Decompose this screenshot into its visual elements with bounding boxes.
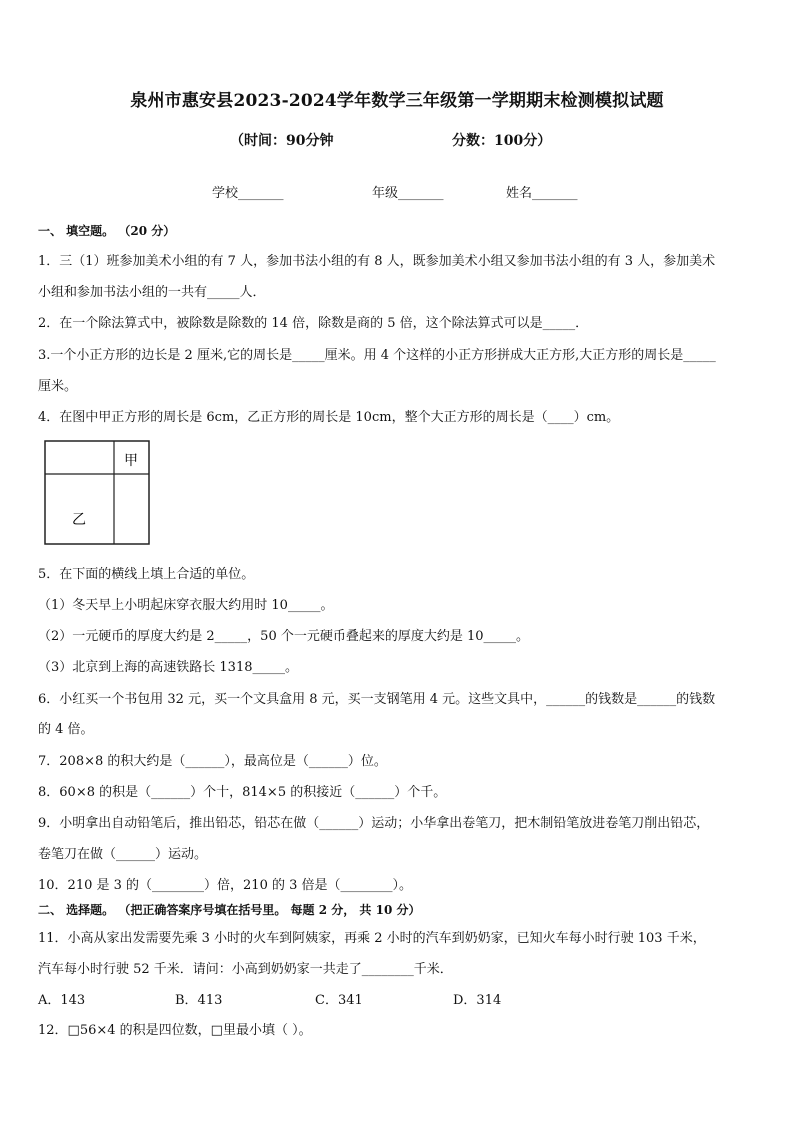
question-line: 厘米。 [38,379,78,394]
question-line: 的 4 倍。 [38,722,94,737]
question-line: 9．小明拿出自动铅笔后，推出铅芯，铅芯在做（______）运动；小华拿出卷笔刀，把木制铅笔放进卷笔刀削出铅芯， [38,816,710,831]
question-line: 汽车每小时行驶 52 千米．请问：小高到奶奶家一共走了________千米． [38,962,453,977]
option-c[interactable]: C．341 [315,993,363,1008]
question-line: （1）冬天早上小明起床穿衣服大约用时 10_____。 [38,598,334,613]
question-line: 卷笔刀在做（______）运动。 [38,847,208,862]
question-line: （2）一元硬币的厚度大约是 2_____，50 个一元硬币叠起来的厚度大约是 10_____。 [38,629,530,644]
question-line: 5．在下面的横线上填上合适的单位。 [38,567,255,582]
question-line: 2．在一个除法算式中，被除数是除数的 14 倍，除数是商的 5 倍，这个除法算式可以是_____． [38,316,589,331]
page-title: 泉州市惠安县2023-2024学年数学三年级第一学期期末检测模拟试题 [130,91,664,111]
label-jia: 甲 [124,453,138,469]
exam-score: 分数：100分） [452,133,552,149]
option-b[interactable]: B．413 [175,993,223,1008]
grade-field[interactable]: 年级_______ [372,186,444,201]
question-line: 8．60×8 的积是（______）个十，814×5 的积接近（______）个千。 [38,785,447,800]
question-line: 7．208×8 的积大约是（______），最高位是（______）位。 [38,754,387,769]
question-line: 11．小高从家出发需要先乘 3 小时的火车到阿姨家，再乘 2 小时的汽车到奶奶家，已知火车每小时行驶 103 千米， [38,931,706,946]
question-line: 3.一个小正方形的边长是 2 厘米,它的周长是_____厘米。用 4 个这样的小正方形拼成大正方形,大正方形的周长是_____ [38,348,716,363]
name-field[interactable]: 姓名_______ [506,186,578,201]
exam-time: （时间：90分钟 [230,133,334,149]
label-yi: 乙 [72,512,86,528]
question-line: 1．三（1）班参加美术小组的有 7 人，参加书法小组的有 8 人，既参加美术小组又参加书法小组的有 3 人，参加美术 [38,254,716,269]
option-a[interactable]: A．143 [38,993,86,1008]
question-line: 4．在图中甲正方形的周长是 6cm，乙正方形的周长是 10cm，整个大正方形的周长是（____）cm。 [38,410,620,425]
section-2-title: 二、 选择题。 （把正确答案序号填在括号里。 每题 2 分， 共 10 分） [38,903,421,917]
question-line: （3）北京到上海的高速铁路长 1318_____。 [38,660,298,675]
question-line: 小组和参加书法小组的一共有_____人． [38,285,266,300]
option-d[interactable]: D．314 [453,993,502,1008]
question-line: 12．□56×4 的积是四位数，□里最小填（ ）。 [38,1023,312,1038]
question-line: 6．小红买一个书包用 32 元，买一个文具盒用 8 元，买一支钢笔用 4 元。这些文具中，______的钱数是______的钱数 [38,692,716,707]
question-line: 10．210 是 3 的（________）倍，210 的 3 倍是（________）。 [38,878,413,893]
section-1-title: 一、 填空题。 （20 分） [38,224,176,238]
school-field[interactable]: 学校_______ [212,186,284,201]
square-figure [44,440,150,545]
